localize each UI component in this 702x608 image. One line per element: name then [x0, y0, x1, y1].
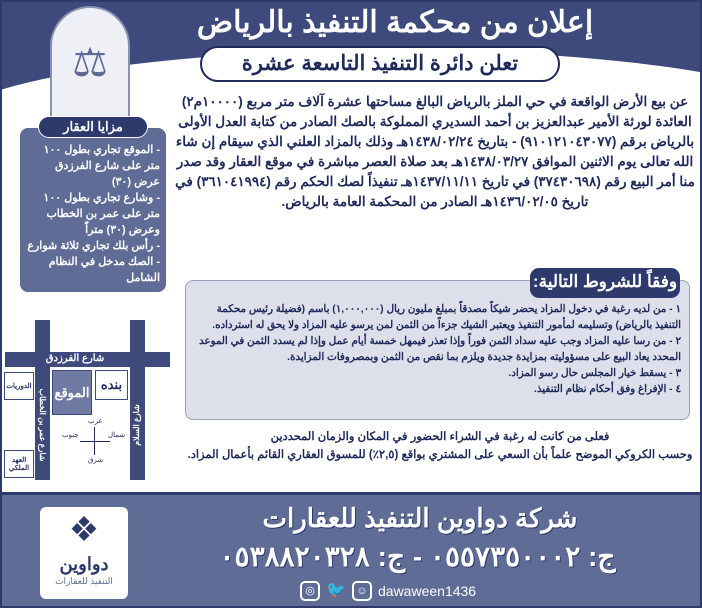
page-title: إعلان من محكمة التنفيذ بالرياض: [196, 6, 594, 39]
block-right: بنده: [95, 370, 128, 400]
features-title: مزايا العقار: [38, 116, 148, 138]
footer: [0, 492, 702, 608]
street-label-top: شارع الفرزدق: [45, 353, 105, 364]
feature-item: - الصك مدخل في النظام الشامل: [48, 256, 160, 284]
closing-line: فعلى من كانت له رغبة في الشراء الحضور في المكان والزمان المحددين: [270, 431, 610, 443]
company-name: شركة دواوين التنفيذ للعقارات: [262, 503, 578, 533]
feature-item: - وشارع تجاري بطول ١٠٠ متر على عمر بن الخطاب وعرض (٣٠) متراً: [43, 192, 160, 236]
snapchat-icon[interactable]: ☺: [352, 581, 372, 601]
compass-south: جنوب: [62, 432, 79, 439]
condition-item: ٣ - يسقط خيار المجلس حال رسو المزاد.: [508, 368, 681, 379]
compass-h: [80, 441, 110, 442]
compass-west: غرب: [88, 418, 103, 425]
company-logo: [40, 507, 128, 599]
compass-east: شرق: [88, 457, 104, 464]
street-label-left: شارع عمر بن الخطاب: [38, 388, 47, 462]
instagram-icon[interactable]: ◎: [300, 581, 320, 601]
features-box: [20, 128, 166, 292]
feature-item: - الموقع تجاري بطول ١٠٠ متر على شارع الفرزدق عرض (٣٠): [43, 144, 160, 188]
block-left: الدوريات: [4, 372, 34, 400]
logo-name: دواوين: [59, 554, 109, 574]
condition-item: ٤ - الإفراغ وفق أحكام نظام التنفيذ.: [534, 384, 681, 395]
phone-numbers: ج: ٠٥٥٧٣٥٠٠٠٢ - ج: ٠٥٣٨٨٢٠٣٢٨: [219, 541, 616, 572]
condition-item: ١ - من لديه رغبة في دخول المزاد يحضر شيكاً مصدقاً بمبلغ مليون ريال (١,٠٠٠,٠٠٠) باسم (فضيلة رئيس محكمة التنفيذ بالرياض) وتسليمه لمأمور التنفيذ ويعتبر الشيك جزءاً من الثمن لمن يرسو عليه المزاد ولا يحق له استرداده.: [212, 304, 681, 331]
twitter-icon[interactable]: 🐦: [326, 582, 346, 599]
location-map: [0, 320, 200, 480]
street-label-right: شارع السلام: [132, 404, 141, 446]
closing-line: وحسب الكروكي الموضح علماً بأن السعي على المشتري بواقع (٢,٥٪) للمسوق العقاري القائم بأعمال المزاد.: [187, 449, 693, 461]
logo-sub: التنفيذ للعقارات: [55, 576, 113, 586]
condition-item: ٢ - من رسا عليه المزاد وجب عليه سداد الثمن فوراً وإذا تعذر فيمهل خمسة أيام عمل وإذا لم يسدد الثمن في الموعد المحدد يعاد البيع على مسؤوليته بمزايدة جديدة ويلزم بما نقص من الثمن وبمصروفات المزايدة.: [198, 336, 681, 363]
site-block: الموقع: [52, 370, 92, 415]
feature-item: - رأس بلك تجاري ثلاثة شوارع: [27, 240, 160, 252]
page-subtitle: تعلن دائرة التنفيذ التاسعة عشرة: [200, 46, 560, 82]
conditions-box: [185, 280, 690, 420]
closing-text: [185, 428, 695, 464]
court-emblem-icon: ⚖: [50, 6, 130, 120]
conditions-title: وفقاً للشروط التالية:: [530, 268, 680, 298]
announcement-text: عن بيع الأرض الواقعة في حي الملز بالرياض البالغ مساحتها عشرة آلاف متر مربع (١٠٠٠٠م٢) العائدة لورثة الأمير عبدالعزيز بن أحمد السديري المملوكة بالصك الصادر من كتابة العدل الأولى بالرياض برقم (٩١٠١٢١٠٤٣٠٧٧) - بتاريخ ١٤٣٨/٠٢/٢٤هـ وذلك بالمزاد العلني الذي سيقام إن شاء الله تعالى يوم الاثنين الموافق ١٤٣٨/٠٣/٢٧هـ بعد صلاة العصر مباشرة في موقع العقار وقد صدر منا أمر البيع رقم (٣٧٤٣٠٦٩٨) في تاريخ ١٤٣٧/١١/١١هـ تنفيذاً لصك الحكم رقم (٣٦١٠٤١٩٩٤) في تاريخ ١٤٣٦/٠٢/٠٥هـ الصادر من المحكمة العامة بالرياض.: [175, 94, 695, 209]
block-bottom: العهد الملكي: [4, 450, 34, 478]
social-handle: dawaween1436: [378, 583, 477, 599]
compass-north: شمال: [108, 432, 126, 439]
social-row: [300, 581, 560, 601]
logo-emblem-icon: ❖: [68, 511, 100, 549]
